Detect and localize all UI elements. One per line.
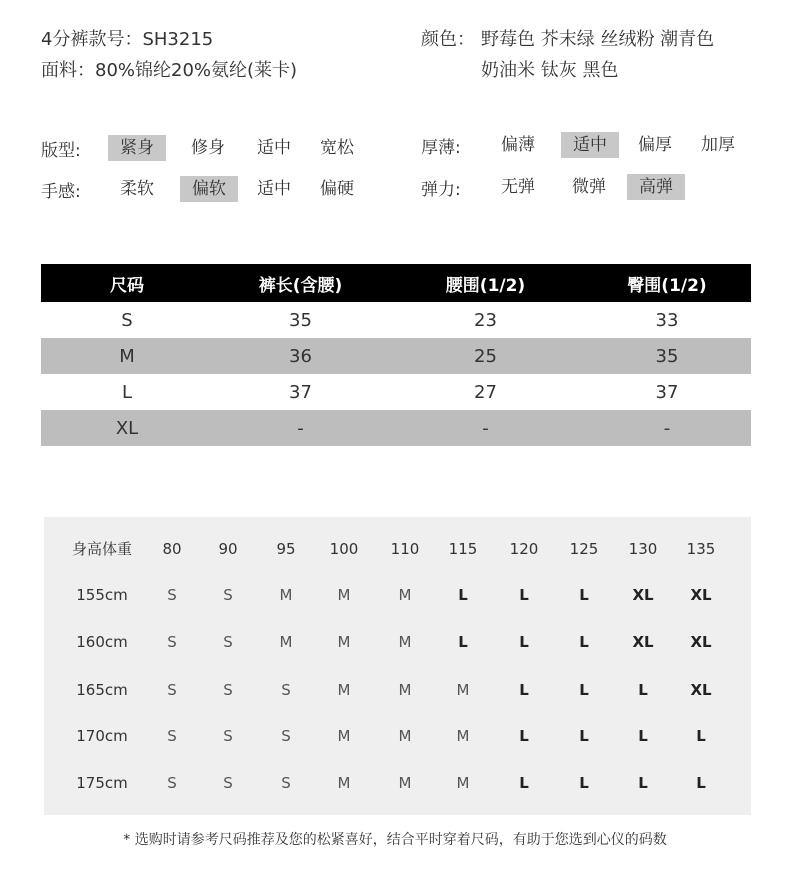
weight-header: 125 xyxy=(569,540,599,558)
recommend-size-cell: S xyxy=(223,727,233,745)
size-header-cell: 腰围(1/2) xyxy=(388,264,583,302)
size-cell: - xyxy=(213,410,388,446)
recommend-size-cell: L xyxy=(579,727,589,745)
size-cell: 27 xyxy=(474,381,497,403)
colors-line-1: 野莓色 芥末绿 丝绒粉 潮青色 xyxy=(481,29,715,50)
colors-line-2: 奶油米 钛灰 黑色 xyxy=(481,60,619,81)
size-cell: XL xyxy=(41,410,213,446)
recommend-size-cell: XL xyxy=(632,633,654,651)
size-cell: 36 xyxy=(213,338,388,374)
size-cell: 35 xyxy=(289,309,312,331)
size-cell: 25 xyxy=(388,338,583,374)
weight-header: 120 xyxy=(509,540,539,558)
size-header-cell: 臀围(1/2) xyxy=(583,264,751,302)
fit-option: 适中 xyxy=(257,138,291,158)
size-cell: M xyxy=(41,338,213,374)
recommend-size-cell: M xyxy=(456,727,470,745)
feel-option: 偏硬 xyxy=(320,179,354,199)
recommend-size-cell: XL xyxy=(690,586,712,604)
recommend-size-cell: L xyxy=(638,727,648,745)
weight-header: 95 xyxy=(276,540,296,558)
recommend-size-cell: L xyxy=(519,774,529,792)
thickness-option: 偏厚 xyxy=(638,135,672,155)
recommend-size-cell: S xyxy=(223,774,233,792)
height-label: 175cm xyxy=(76,774,128,792)
recommend-size-cell: S xyxy=(223,681,233,699)
height-label: 165cm xyxy=(76,681,128,699)
recommend-size-cell: XL xyxy=(632,586,654,604)
model-number xyxy=(41,25,213,51)
fit-option: 宽松 xyxy=(320,138,354,158)
recommend-size-cell: M xyxy=(337,681,351,699)
recommend-size-cell: S xyxy=(281,681,291,699)
recommend-size-cell: L xyxy=(638,774,648,792)
model-value: SH3215 xyxy=(142,29,214,50)
size-cell: - xyxy=(388,410,583,446)
size-row xyxy=(41,338,751,374)
thickness-option: 适中 xyxy=(561,132,619,158)
size-row xyxy=(41,410,751,446)
size-cell: S xyxy=(121,309,133,331)
weight-header: 115 xyxy=(448,540,478,558)
size-table xyxy=(41,264,751,446)
size-cell: L xyxy=(121,381,133,403)
size-cell: 37 xyxy=(289,381,312,403)
thickness-option: 偏薄 xyxy=(501,135,535,155)
color-label: 颜色： xyxy=(421,29,475,50)
recommend-corner-label: 身高体重 xyxy=(71,540,132,558)
fit-option: 紧身 xyxy=(108,135,166,161)
stretch-option: 微弹 xyxy=(572,177,606,197)
recommend-size-cell: M xyxy=(337,727,351,745)
recommend-size-cell: M xyxy=(337,774,351,792)
recommend-size-cell: L xyxy=(696,727,706,745)
recommend-size-cell: M xyxy=(398,774,412,792)
weight-header: 135 xyxy=(686,540,716,558)
recommend-size-cell: M xyxy=(398,727,412,745)
stretch-option: 高弹 xyxy=(627,174,685,200)
recommend-size-cell: S xyxy=(281,774,291,792)
feel-option: 偏软 xyxy=(180,176,238,202)
size-cell: 37 xyxy=(655,381,679,403)
recommend-size-cell: M xyxy=(456,774,470,792)
recommend-size-cell: L xyxy=(458,633,468,651)
recommend-size-cell: L xyxy=(519,633,529,651)
recommend-size-cell: S xyxy=(167,586,177,604)
fit-option: 修身 xyxy=(191,138,225,158)
size-row xyxy=(41,302,751,338)
fabric-label: 面料： xyxy=(41,60,95,81)
thickness-label: 厚薄: xyxy=(421,138,461,158)
size-cell: 33 xyxy=(655,309,679,331)
size-row xyxy=(41,374,751,410)
recommend-size-cell: L xyxy=(519,727,529,745)
size-header-cell: 裤长(含腰) xyxy=(213,264,388,302)
recommend-size-cell: S xyxy=(223,633,233,651)
weight-header: 80 xyxy=(162,540,182,558)
recommend-size-cell: L xyxy=(519,681,529,699)
fit-label: 版型: xyxy=(41,141,81,161)
weight-header: 100 xyxy=(329,540,359,558)
recommend-size-cell: M xyxy=(398,633,412,651)
recommend-size-cell: M xyxy=(337,586,351,604)
fabric-value: 80%锦纶20%氨纶(莱卡) xyxy=(95,60,298,81)
recommend-size-cell: S xyxy=(167,633,177,651)
height-label: 155cm xyxy=(76,586,128,604)
weight-header: 90 xyxy=(218,540,238,558)
size-table-header xyxy=(41,264,751,302)
recommend-size-cell: M xyxy=(337,633,351,651)
recommend-size-cell: M xyxy=(398,586,412,604)
recommend-size-cell: L xyxy=(458,586,468,604)
fabric-info xyxy=(41,56,297,82)
model-label: 4分裤款号： xyxy=(41,29,143,50)
size-header-cell: 尺码 xyxy=(41,264,213,302)
recommend-size-cell: L xyxy=(579,586,589,604)
height-label: 170cm xyxy=(76,727,128,745)
height-label: 160cm xyxy=(76,633,128,651)
weight-header: 110 xyxy=(390,540,420,558)
stretch-label: 弹力: xyxy=(421,180,461,200)
size-cell: - xyxy=(583,410,751,446)
recommend-size-cell: L xyxy=(696,774,706,792)
recommend-size-cell: S xyxy=(167,727,177,745)
recommend-size-cell: L xyxy=(519,586,529,604)
recommend-size-cell: S xyxy=(223,586,233,604)
recommend-size-cell: M xyxy=(456,681,470,699)
footnote: * 选购时请参考尺码推荐及您的松紧喜好，结合平时穿着尺码，有助于您选到心仪的码数 xyxy=(123,832,667,848)
stretch-option: 无弹 xyxy=(501,177,535,197)
recommend-size-cell: S xyxy=(167,774,177,792)
size-cell: 23 xyxy=(474,309,497,331)
feel-option: 柔软 xyxy=(120,179,154,199)
recommend-size-cell: L xyxy=(638,681,648,699)
thickness-option: 加厚 xyxy=(701,135,735,155)
size-recommendation-panel xyxy=(44,517,751,815)
recommend-size-cell: S xyxy=(167,681,177,699)
feel-label: 手感: xyxy=(41,182,81,202)
recommend-size-cell: M xyxy=(279,586,293,604)
recommend-size-cell: L xyxy=(579,633,589,651)
recommend-size-cell: M xyxy=(279,633,293,651)
weight-header: 130 xyxy=(628,540,658,558)
recommend-size-cell: XL xyxy=(690,633,712,651)
recommend-size-cell: XL xyxy=(690,681,712,699)
recommend-size-cell: L xyxy=(579,774,589,792)
recommend-size-cell: M xyxy=(398,681,412,699)
recommend-size-cell: L xyxy=(579,681,589,699)
size-cell: 35 xyxy=(583,338,751,374)
recommend-size-cell: S xyxy=(281,727,291,745)
feel-option: 适中 xyxy=(257,179,291,199)
